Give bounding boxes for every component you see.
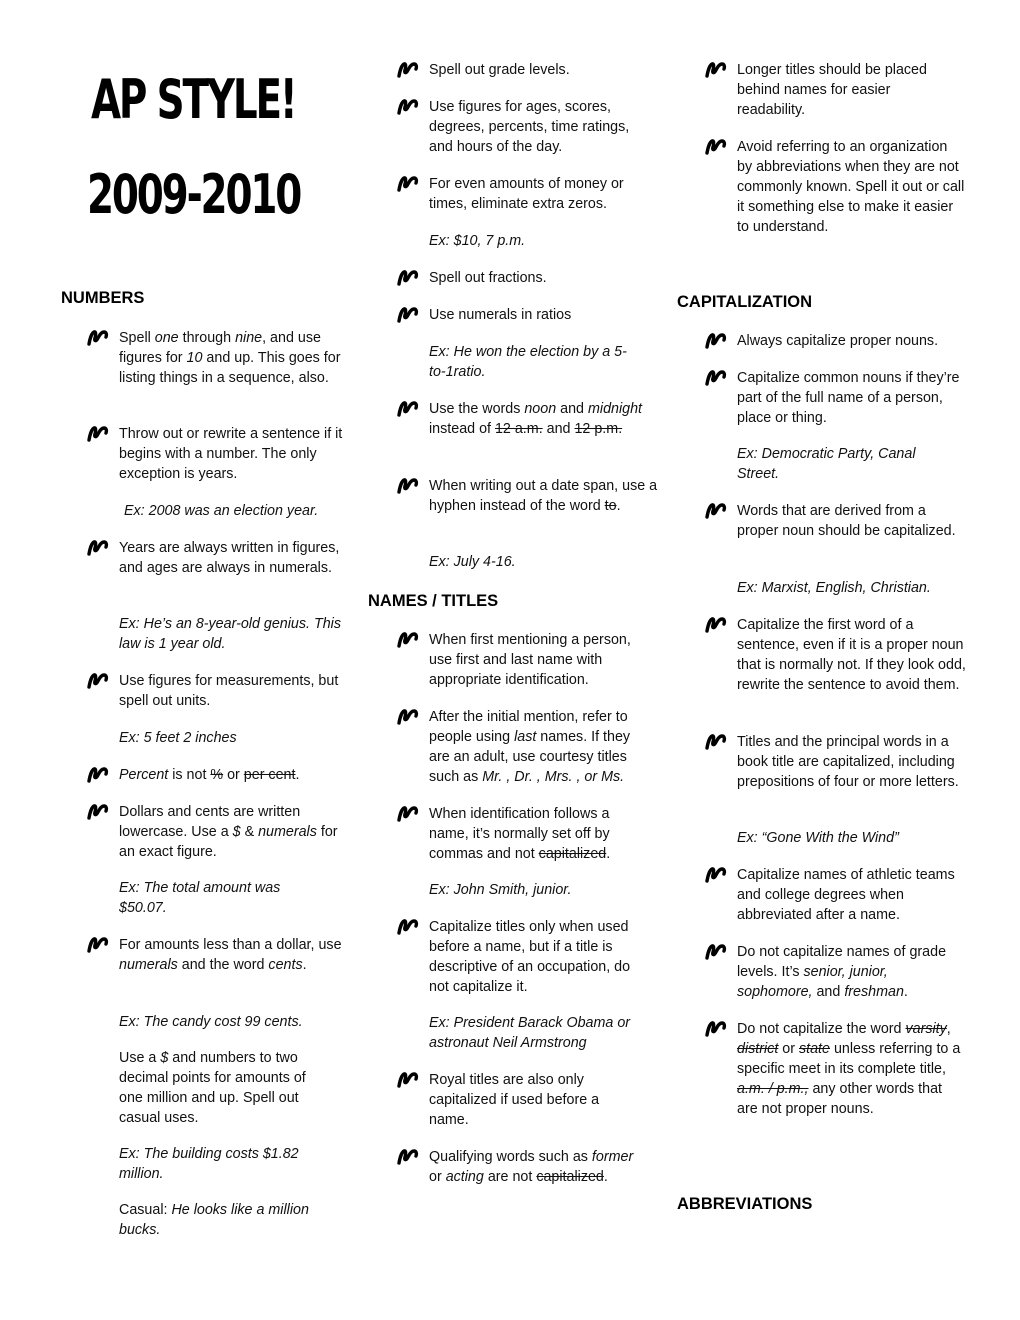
list-item: When identification follows a name, it’s normally set off by commas and not capitalized. [368, 804, 638, 864]
list-item: Avoid referring to an organization by abbreviations when they are not commonly known. Spell it out or call it something else to make it easier to understand. [676, 137, 966, 237]
example-text: Ex: Democratic Party, Canal Street. [737, 446, 916, 482]
hand-bullet-icon [87, 803, 109, 821]
list-item: Longer titles should be placed behind names for easier readability. [676, 60, 956, 120]
example-text: Ex: Marxist, English, Christian. [737, 580, 931, 596]
hand-bullet-icon [87, 425, 109, 443]
example-text: Ex: The candy cost 99 cents. [119, 1014, 303, 1030]
list-item: Capitalize titles only when used before a name, but if a title is descriptive of an occupation, do not capitalize it. [368, 917, 648, 997]
hand-bullet-icon [397, 61, 419, 79]
list-item: Use figures for measurements, but spell out units. [58, 671, 348, 711]
list-item: Use figures for ages, scores, degrees, percents, time ratings, and hours of the day. [368, 97, 643, 157]
example-text: Ex: July 4-16. [429, 554, 516, 570]
hand-bullet-icon [705, 616, 727, 634]
section-heading-capitalization: CAPITALIZATION [677, 293, 813, 311]
hand-bullet-icon [397, 1071, 419, 1089]
title-line-1: AP STYLE! [91, 68, 296, 131]
section-heading-names-titles: NAMES / TITLES [368, 592, 499, 610]
hand-bullet-icon [397, 175, 419, 193]
example-text: Ex: 2008 was an election year. [124, 503, 319, 519]
example-text: Ex: The building costs $1.82 million. [119, 1146, 299, 1182]
section-heading-numbers: NUMBERS [61, 289, 145, 307]
example-text: Ex: $10, 7 p.m. [429, 233, 526, 249]
hand-bullet-icon [87, 766, 109, 784]
list-item: Throw out or rewrite a sentence if it begins with a number. The only exception is years. [58, 424, 348, 484]
hand-bullet-icon [705, 866, 727, 884]
list-item: Words that are derived from a proper noun should be capitalized. [676, 501, 966, 541]
hand-bullet-icon [705, 332, 727, 350]
list-item: After the initial mention, refer to people using last names. If they are an adult, use courtesy titles such as Mr. , Dr. , Mrs. , or Ms. [368, 707, 648, 787]
list-item: Years are always written in figures, and ages are always in numerals. [58, 538, 348, 578]
list-item: Do not capitalize the word varsity, district or state unless referring to a specific meet in its complete title, a.m. / p.m., any other words that are not proper nouns. [676, 1019, 966, 1119]
hand-bullet-icon [705, 943, 727, 961]
paragraph: Casual: He looks like a million bucks. [119, 1202, 309, 1238]
example-text: Ex: He’s an 8-year-old genius. This law is 1 year old. [119, 616, 341, 652]
example-text: Ex: John Smith, junior. [429, 882, 572, 898]
hand-bullet-icon [397, 805, 419, 823]
hand-bullet-icon [705, 369, 727, 387]
hand-bullet-icon [87, 672, 109, 690]
list-item: Spell out grade levels. [368, 60, 658, 80]
hand-bullet-icon [705, 61, 727, 79]
hand-bullet-icon [87, 329, 109, 347]
hand-bullet-icon [87, 539, 109, 557]
hand-bullet-icon [397, 631, 419, 649]
list-item: For amounts less than a dollar, use numerals and the word cents. [58, 935, 348, 975]
list-item: Do not capitalize names of grade levels. It’s senior, junior, sophomore, and freshman. [676, 942, 966, 1002]
section-heading-abbreviations: ABBREVIATIONS [677, 1195, 813, 1213]
list-item: Use the words noon and midnight instead of 12 a.m. and 12 p.m. [368, 399, 648, 439]
list-item: Capitalize names of athletic teams and college degrees when abbreviated after a name. [676, 865, 966, 925]
list-item: Capitalize common nouns if they’re part of the full name of a person, place or thing. [676, 368, 966, 428]
list-item: Spell out fractions. [368, 268, 658, 288]
list-item: Titles and the principal words in a book title are capitalized, including prepositions of four or more letters. [676, 732, 976, 792]
paragraph: Use a $ and numbers to two decimal points for amounts of one million and up. Spell out casual uses. [119, 1050, 306, 1126]
list-item: Spell one through nine, and use figures for 10 and up. This goes for listing things in a sequence, also. [58, 328, 348, 388]
list-item: For even amounts of money or times, eliminate extra zeros. [368, 174, 648, 214]
hand-bullet-icon [397, 477, 419, 495]
list-item: When first mentioning a person, use first and last name with appropriate identification. [368, 630, 648, 690]
hand-bullet-icon [705, 1020, 727, 1038]
hand-bullet-icon [705, 138, 727, 156]
hand-bullet-icon [397, 708, 419, 726]
hand-bullet-icon [705, 733, 727, 751]
hand-bullet-icon [397, 98, 419, 116]
hand-bullet-icon [397, 1148, 419, 1166]
hand-bullet-icon [87, 936, 109, 954]
example-text: Ex: President Barack Obama or astronaut Neil Armstrong [429, 1015, 631, 1051]
title-line-2: 2009-2010 [87, 163, 301, 226]
example-text: Ex: 5 feet 2 inches [119, 730, 237, 746]
hand-bullet-icon [397, 306, 419, 324]
example-text: Ex: “Gone With the Wind” [737, 830, 899, 846]
list-item: When writing out a date span, use a hyphen instead of the word to. [368, 476, 658, 516]
list-item: Capitalize the first word of a sentence, even if it is a proper noun that is normally not. If they look odd, rewrite the sentence to avoid them. [676, 615, 966, 695]
list-item: Always capitalize proper nouns. [676, 331, 976, 351]
example-text: Ex: He won the election by a 5-to-1ratio. [429, 344, 627, 380]
hand-bullet-icon [397, 269, 419, 287]
list-item: Use numerals in ratios [368, 305, 658, 325]
list-item: Royal titles are also only capitalized if used before a name. [368, 1070, 618, 1130]
hand-bullet-icon [397, 400, 419, 418]
list-item: Percent is not % or per cent. [58, 765, 348, 785]
hand-bullet-icon [705, 502, 727, 520]
list-item: Dollars and cents are written lowercase. Use a $ & numerals for an exact figure. [58, 802, 348, 862]
example-text: Ex: The total amount was $50.07. [119, 880, 281, 916]
list-item: Qualifying words such as former or acting are not capitalized. [368, 1147, 648, 1187]
hand-bullet-icon [397, 918, 419, 936]
